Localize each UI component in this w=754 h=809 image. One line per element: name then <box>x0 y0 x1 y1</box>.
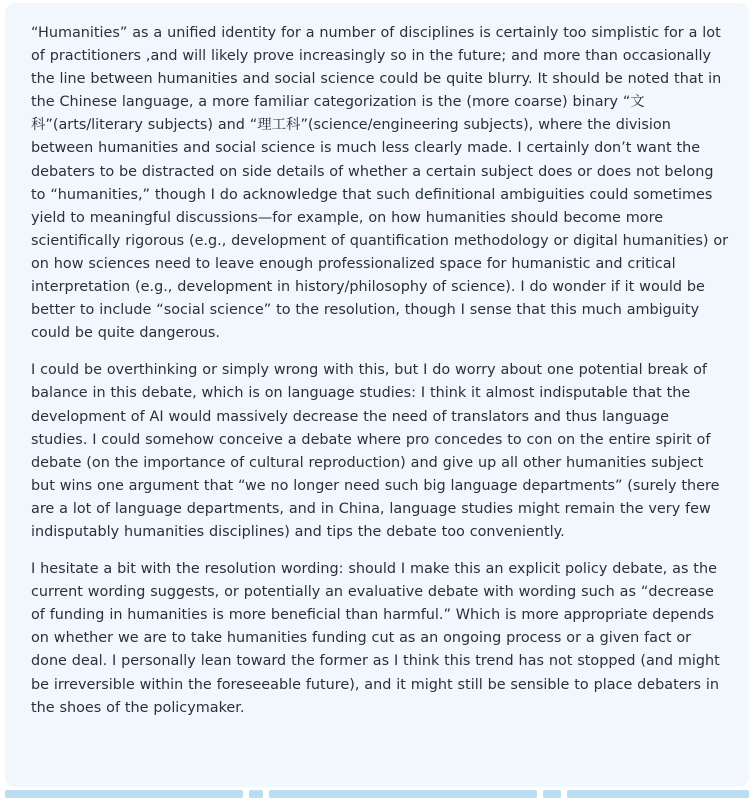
next-panel-edge <box>5 790 749 798</box>
next-panel-edge-segment <box>5 790 243 798</box>
next-panel-edge-segment <box>543 790 561 798</box>
comment-panel <box>5 3 749 787</box>
next-panel-edge-segment <box>567 790 749 798</box>
next-panel-edge-segment <box>269 790 537 798</box>
next-panel-edge-segment <box>249 790 263 798</box>
paragraph-humanities-definition: “Humanities” as a unified identity for a number of disciplines is certainly too simplistic for a lot of practitioners ,and will likely prove increasingly so in the future; and more than occasionally the line between humanities and social science could be quite blurry. It should be noted that in the Chinese language, a more familiar categorization is the (more coarse) binary “文科”(arts/literary subjects) and “理工科”(science/engineering subjects), where the division between humanities and social science is much less clearly made. I certainly don’t want the debaters to be distracted on side details of whether a certain subject does or does not belong to “humanities,” though I do acknowledge that such definitional ambiguities could sometimes yield to meaningful discussions—for example, on how humanities should become more scientifically rigorous (e.g., development of quantification methodology or digital humanities) or on how sciences need to leave enough professionalized space for humanistic and critical interpretation (e.g., development in history/philosophy of science). I do wonder if it would be better to include “social science” to the resolution, though I sense that this much ambiguity could be quite dangerous. <box>31 25 729 342</box>
paragraph-language-studies: I could be overthinking or simply wrong with this, but I do worry about one potential break of balance in this debate, which is on language studies: I think it almost indisputable that the development of AI would massively decrease the need of translators and thus language studies. I could somehow conceive a debate where pro concedes to con on the entire spirit of debate (on the importance of cultural reproduction) and give up all other humanities subject but wins one argument that “we no longer need such big language departments” (surely there are a lot of language departments, and in China, language studies might remain the very few indisputably humanities disciplines) and tips the debate too conveniently. <box>31 362 720 540</box>
paragraph-resolution-wording: I hesitate a bit with the resolution wording: should I make this an explicit policy debate, as the current wording suggests, or potentially an evaluative debate with wording such as “decrease of funding in humanities is more beneficial than harmful.” Which is more appropriate depends on whether we are to take humanities funding cut as an ongoing process or a given fact or done deal. I personally lean toward the former as I think this trend has not stopped (and might be irreversible within the foreseeable future), and it might still be sensible to place debaters in the shoes of the policymaker. <box>31 561 720 716</box>
